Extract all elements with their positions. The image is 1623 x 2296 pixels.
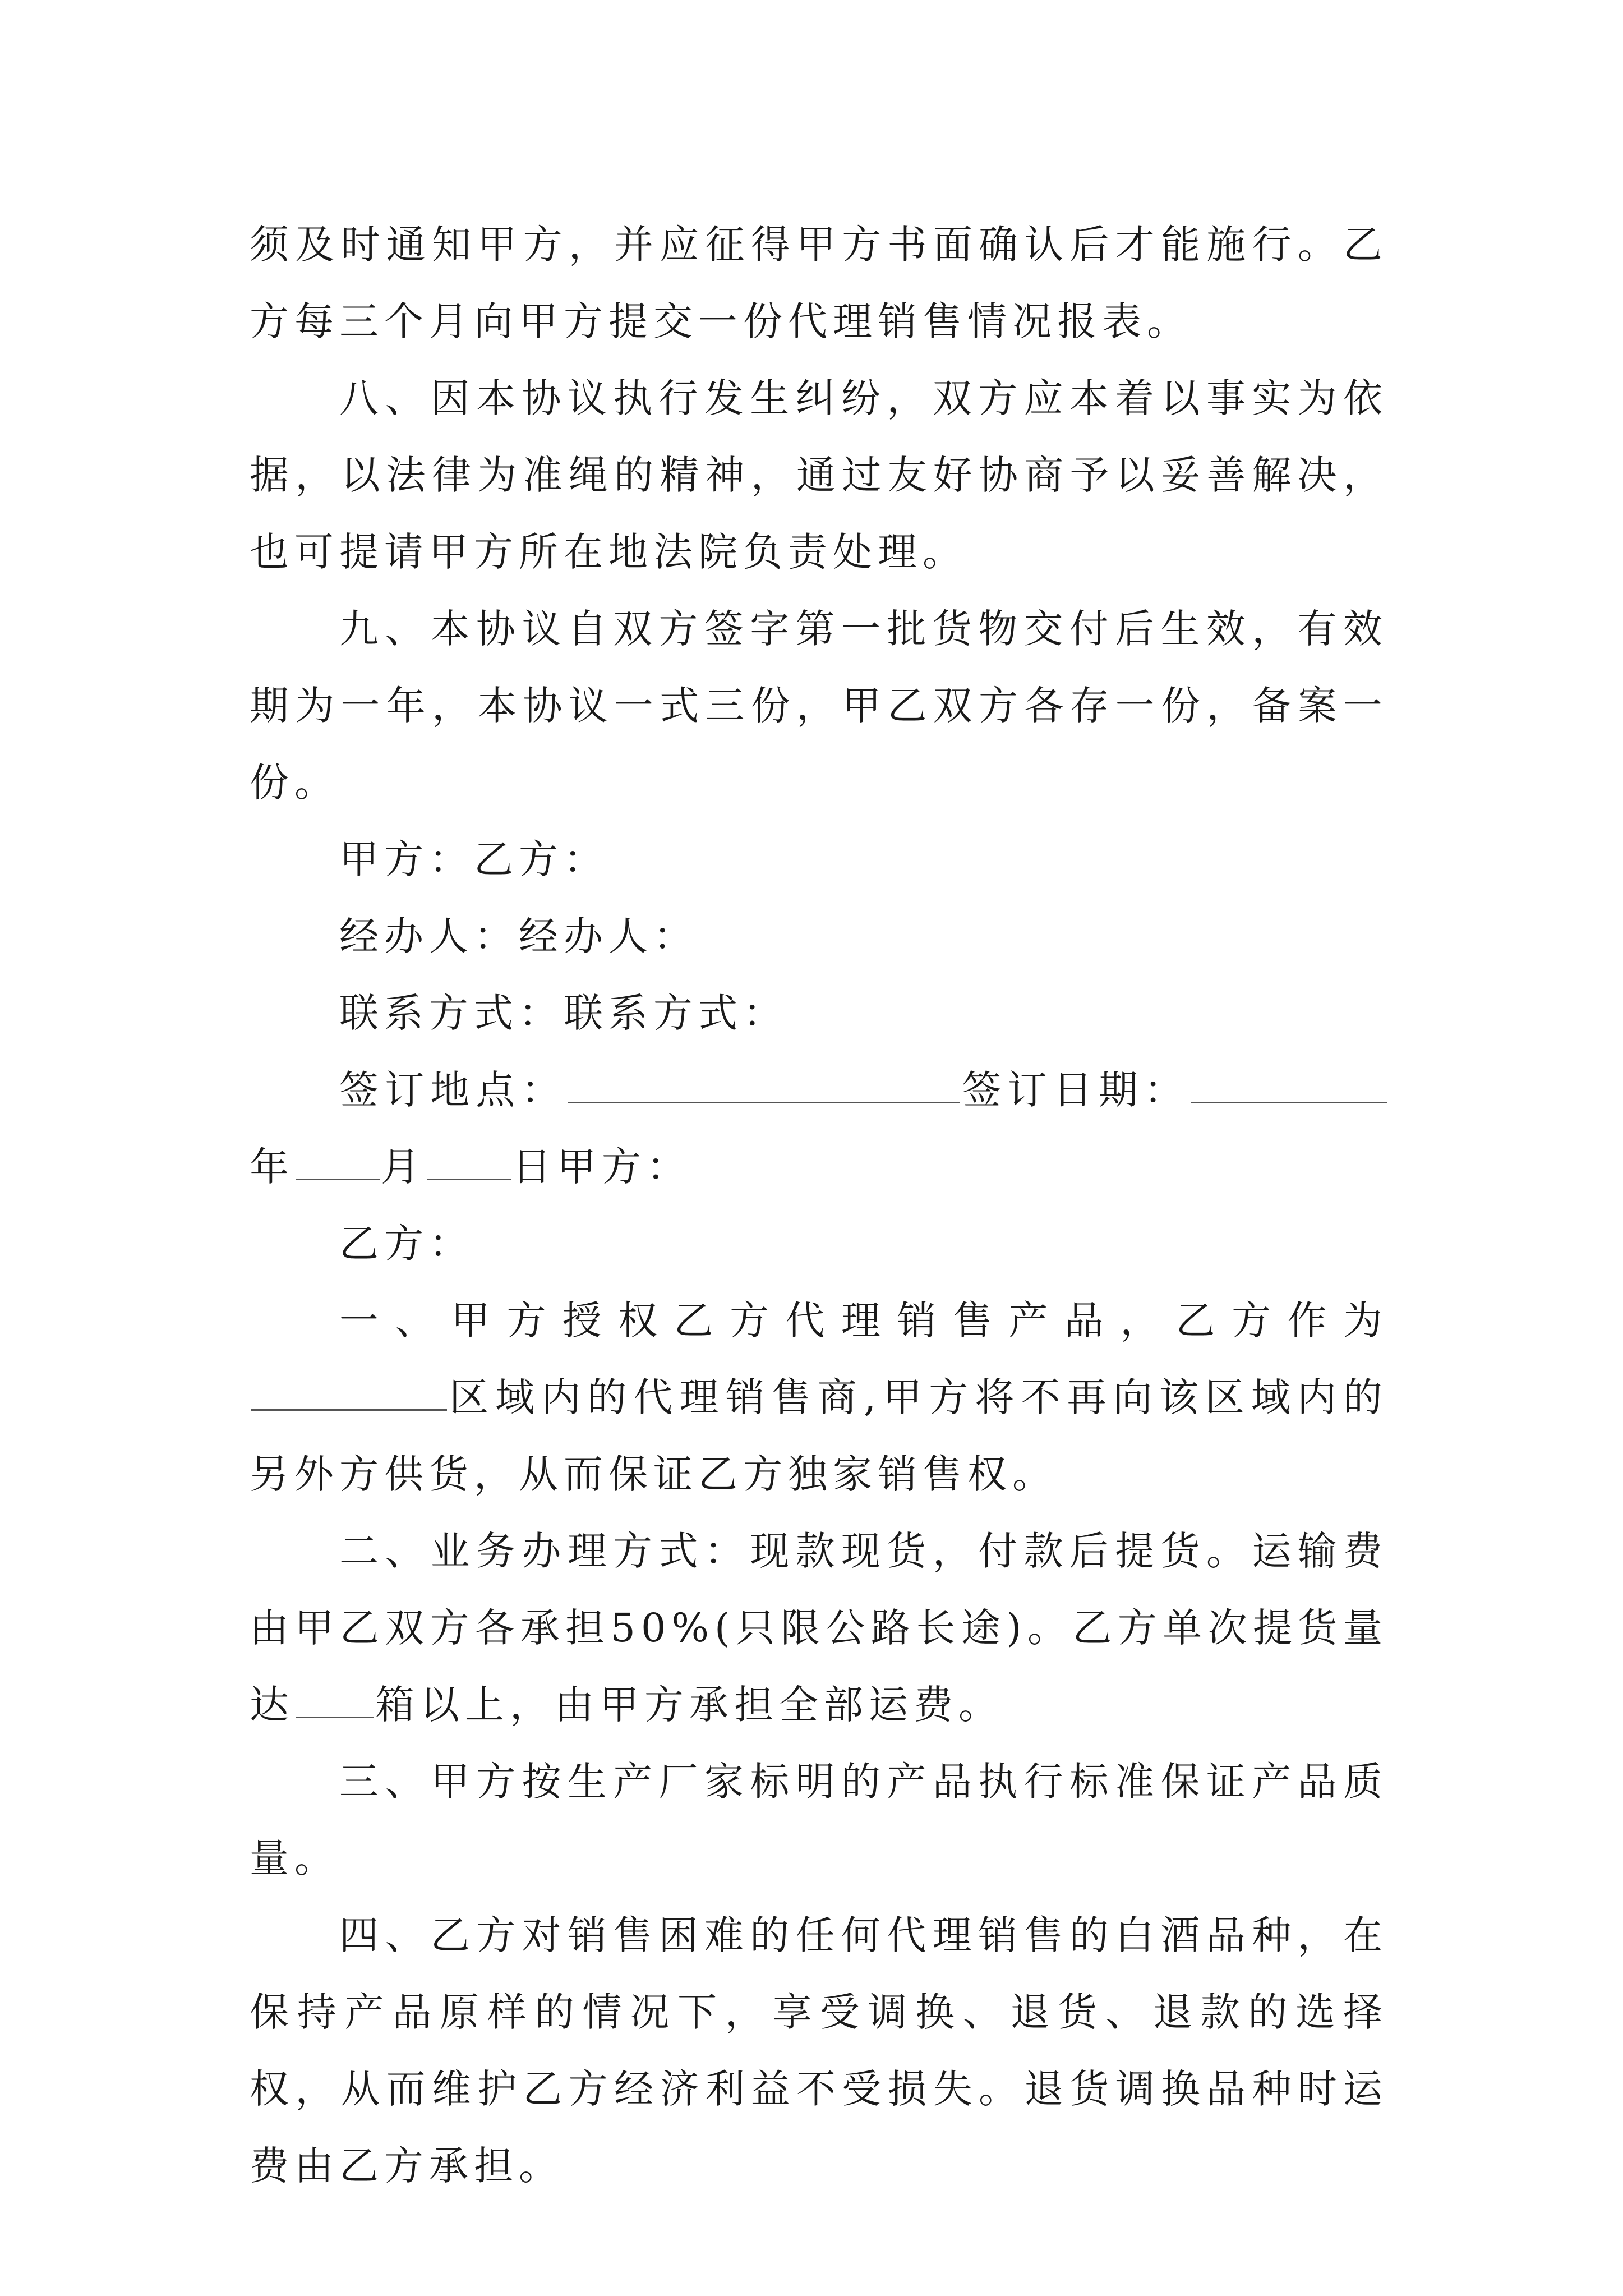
clause-1-text-after: 区域内的代理销售商,甲方将不再向该区域内的另外方供货，从而保证乙方独家销售权。: [250, 1374, 1388, 1497]
signing-place-blank: [568, 1062, 960, 1103]
month-label: 月: [381, 1144, 426, 1190]
paragraph-notice-report: 须及时通知甲方，并应征得甲方书面确认后才能施行。乙方每三个月向甲方提交一份代理销售情况报表。: [250, 222, 1388, 344]
paragraph-party-b: 乙方：: [339, 1221, 474, 1267]
year-label: 年: [250, 1144, 294, 1190]
day-blank: [427, 1139, 511, 1180]
region-blank: [251, 1370, 447, 1411]
paragraph-handlers: 经办人：经办人：: [339, 913, 698, 959]
paragraph-clause-8-dispute: 八、因本协议执行发生纠纷，双方应本着以事实为依据，以法律为准绳的精神，通过友好协商予以妥善解决，也可提请甲方所在地法院负责处理。: [250, 375, 1388, 575]
month-blank: [296, 1139, 380, 1180]
day-party-a-label: 日甲方：: [512, 1144, 691, 1190]
paragraph-contacts: 联系方式：联系方式：: [339, 990, 788, 1036]
paragraph-clause-9-validity: 九、本协议自双方签字第一批货物交付后生效，有效期为一年，本协议一式三份，甲乙双方各存一份，备案一份。: [250, 606, 1388, 806]
paragraph-clause-4-returns: 四、乙方对销售困难的任何代理销售的白酒品种，在保持产品原样的情况下，享受调换、退货、退款的选择权，从而维护乙方经济利益不受损失。退货调换品种时运费由乙方承担。: [250, 1912, 1388, 2189]
signing-place-label: 签订地点：: [339, 1067, 567, 1113]
signing-date-year-blank: [1191, 1062, 1387, 1103]
quantity-blank: [296, 1677, 374, 1718]
signing-date-label: 签订日期：: [961, 1067, 1190, 1113]
clause-2-text-after: 箱以上，由甲方承担全部运费。: [375, 1682, 1003, 1728]
clause-2-text-before: 二、业务办理方式：现款现货，付款后提货。运输费由甲乙双方各承担50%(只限公路长途)。乙方单次提货量达: [250, 1528, 1388, 1728]
paragraph-clause-3-quality: 三、甲方按生产厂家标明的产品执行标准保证产品质量。: [250, 1759, 1388, 1881]
clause-1-text-before: 一、甲方授权乙方代理销售产品，乙方作为: [339, 1297, 1388, 1343]
paragraph-parties: 甲方：乙方：: [339, 836, 608, 882]
paragraph-clause-1-authorization: [250, 1282, 1388, 1513]
contract-body: [250, 206, 1388, 2205]
paragraph-clause-2-business: [250, 1513, 1388, 1743]
paragraph-signing-place-date: [250, 1052, 1388, 1205]
